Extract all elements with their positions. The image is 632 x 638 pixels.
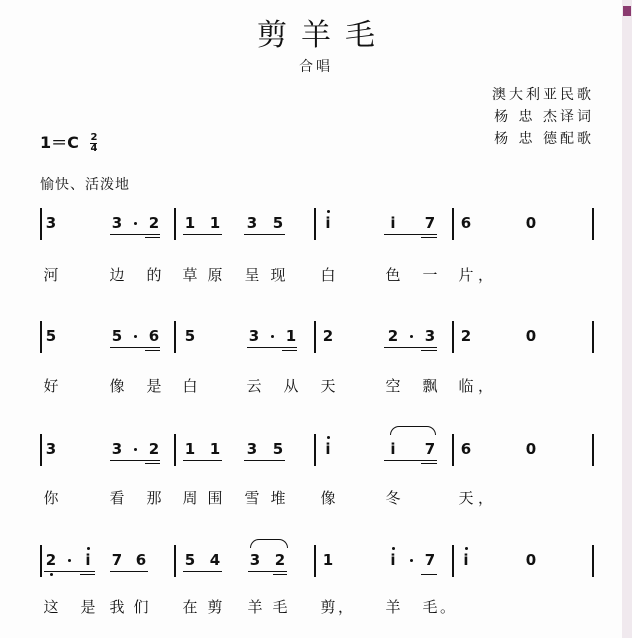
note: 5 bbox=[45, 327, 57, 345]
note: 1 bbox=[322, 551, 334, 569]
lyric-syllable: 天 bbox=[458, 489, 474, 507]
lyric-syllable: 天 bbox=[320, 377, 336, 395]
lyric-syllable: 像 bbox=[109, 377, 125, 395]
bar-line bbox=[174, 321, 176, 353]
note: 6 bbox=[135, 551, 147, 569]
eighth-underline bbox=[183, 460, 222, 461]
eighth-underline bbox=[110, 571, 148, 572]
augmentation-dot bbox=[134, 335, 137, 338]
lyric-syllable: 呈 bbox=[244, 266, 260, 284]
time-top: 2 bbox=[90, 132, 98, 143]
lyric-syllable: 临 bbox=[458, 377, 474, 395]
augmentation-dot bbox=[68, 559, 71, 562]
tempo-marking: 愉快、活泼地 bbox=[40, 177, 130, 193]
song-title: 剪羊毛 bbox=[257, 18, 389, 53]
note: 1 bbox=[209, 214, 221, 232]
lyric-syllable: 冬 bbox=[385, 489, 401, 507]
octave-dot-high bbox=[465, 547, 468, 550]
note: i bbox=[85, 551, 91, 569]
lyric-syllable: 羊 bbox=[385, 598, 401, 616]
note: 1 bbox=[184, 214, 196, 232]
note: i bbox=[390, 440, 396, 458]
lyric-syllable: 羊 bbox=[247, 598, 263, 616]
lyric-syllable: 看 bbox=[109, 489, 125, 507]
lyric-syllable: 云 bbox=[246, 377, 262, 395]
lyric-syllable: 们 bbox=[133, 598, 149, 616]
bar-line bbox=[314, 545, 316, 577]
note: 5 bbox=[184, 327, 196, 345]
octave-dot-high bbox=[392, 547, 395, 550]
lyric-punctuation: ， bbox=[478, 377, 494, 395]
lyric-syllable: 是 bbox=[146, 377, 162, 395]
note: 7 bbox=[424, 551, 436, 569]
sixteenth-underline bbox=[145, 463, 160, 464]
note: 2 bbox=[322, 327, 334, 345]
lyric-punctuation: ， bbox=[478, 266, 494, 284]
octave-dot-high bbox=[327, 210, 330, 213]
key-signature bbox=[40, 130, 97, 154]
bar-line bbox=[452, 321, 454, 353]
sixteenth-underline bbox=[421, 574, 437, 575]
note: 3 bbox=[45, 214, 57, 232]
sixteenth-underline bbox=[80, 574, 95, 575]
lyric-syllable: 毛 bbox=[422, 598, 438, 616]
lyric-syllable: 像 bbox=[320, 489, 336, 507]
note: 4 bbox=[209, 551, 221, 569]
lyric-syllable: 堆 bbox=[270, 489, 286, 507]
eighth-underline bbox=[244, 460, 285, 461]
lyric-syllable: 是 bbox=[80, 598, 96, 616]
augmentation-dot bbox=[410, 559, 413, 562]
lyric-syllable: 你 bbox=[43, 489, 59, 507]
note: 2 bbox=[274, 551, 286, 569]
note: 2 bbox=[460, 327, 472, 345]
bar-line bbox=[452, 208, 454, 240]
lyric-punctuation: 。 bbox=[440, 598, 456, 616]
bar-line bbox=[174, 208, 176, 240]
note: i bbox=[463, 551, 469, 569]
note: 0 bbox=[525, 440, 537, 458]
augmentation-dot bbox=[134, 448, 137, 451]
note: 3 bbox=[424, 327, 436, 345]
bar-line bbox=[174, 545, 176, 577]
sixteenth-underline bbox=[421, 237, 437, 238]
lyric-syllable: 那 bbox=[146, 489, 162, 507]
note: i bbox=[390, 214, 396, 232]
lyric-syllable: 周 bbox=[182, 489, 198, 507]
bar-line bbox=[592, 434, 594, 466]
note: 7 bbox=[111, 551, 123, 569]
eighth-underline bbox=[247, 347, 297, 348]
lyric-syllable: 我 bbox=[109, 598, 125, 616]
lyric-syllable: 的 bbox=[146, 266, 162, 284]
note: i bbox=[390, 551, 396, 569]
bar-line bbox=[314, 208, 316, 240]
note: 3 bbox=[246, 214, 258, 232]
lyric-punctuation: ， bbox=[478, 489, 494, 507]
octave-dot-low bbox=[50, 573, 53, 576]
lyric-syllable: 草 bbox=[182, 266, 198, 284]
eighth-underline bbox=[248, 571, 287, 572]
note: 7 bbox=[424, 214, 436, 232]
note: 2 bbox=[148, 440, 160, 458]
bar-line bbox=[40, 208, 42, 240]
lyric-syllable: 飘 bbox=[422, 377, 438, 395]
sixteenth-underline bbox=[421, 463, 437, 464]
note: 3 bbox=[246, 440, 258, 458]
note: i bbox=[325, 440, 331, 458]
octave-dot-high bbox=[87, 547, 90, 550]
eighth-underline bbox=[44, 571, 95, 572]
credit-arrangement: 杨 忠 德配歌 bbox=[494, 131, 594, 147]
lyric-syllable: 白 bbox=[182, 377, 198, 395]
eighth-underline bbox=[110, 234, 160, 235]
eighth-underline bbox=[183, 234, 222, 235]
note: 7 bbox=[424, 440, 436, 458]
eighth-underline bbox=[384, 460, 437, 461]
note: 6 bbox=[460, 440, 472, 458]
augmentation-dot bbox=[271, 335, 274, 338]
bar-line bbox=[592, 321, 594, 353]
eighth-underline bbox=[244, 234, 285, 235]
lyric-syllable: 这 bbox=[43, 598, 59, 616]
lyric-syllable: 原 bbox=[207, 266, 223, 284]
note: 1 bbox=[209, 440, 221, 458]
sixteenth-underline bbox=[145, 237, 160, 238]
note: 3 bbox=[248, 327, 260, 345]
lyric-syllable: 边 bbox=[109, 266, 125, 284]
note: 1 bbox=[184, 440, 196, 458]
bar-line bbox=[40, 321, 42, 353]
lyric-punctuation: ， bbox=[338, 598, 354, 616]
note: 2 bbox=[148, 214, 160, 232]
eighth-underline bbox=[384, 347, 437, 348]
note: 3 bbox=[111, 214, 123, 232]
lyric-syllable: 一 bbox=[422, 266, 438, 284]
note: 2 bbox=[45, 551, 57, 569]
lyric-syllable: 河 bbox=[43, 266, 59, 284]
bar-line bbox=[314, 434, 316, 466]
note: 5 bbox=[111, 327, 123, 345]
bar-line bbox=[314, 321, 316, 353]
credit-lyrics: 杨 忠 杰译词 bbox=[494, 109, 594, 125]
song-subtitle: 合唱 bbox=[299, 59, 333, 75]
sixteenth-underline bbox=[421, 350, 437, 351]
lyric-syllable: 片 bbox=[458, 266, 474, 284]
sixteenth-underline bbox=[282, 350, 297, 351]
lyric-syllable: 在 bbox=[182, 598, 198, 616]
eighth-underline bbox=[183, 571, 222, 572]
key-label: 1＝C bbox=[40, 133, 79, 152]
note: i bbox=[325, 214, 331, 232]
sixteenth-underline bbox=[273, 574, 287, 575]
eighth-underline bbox=[384, 234, 437, 235]
note: 5 bbox=[272, 214, 284, 232]
lyric-syllable: 雪 bbox=[244, 489, 260, 507]
augmentation-dot bbox=[410, 335, 413, 338]
bar-line bbox=[452, 545, 454, 577]
bar-line bbox=[40, 434, 42, 466]
augmentation-dot bbox=[134, 222, 137, 225]
lyric-syllable: 毛 bbox=[272, 598, 288, 616]
eighth-underline bbox=[110, 460, 160, 461]
note: 6 bbox=[460, 214, 472, 232]
bar-line bbox=[40, 545, 42, 577]
credit-origin: 澳大利亚民歌 bbox=[492, 87, 594, 103]
slur bbox=[390, 426, 436, 435]
note: 5 bbox=[184, 551, 196, 569]
note: 5 bbox=[272, 440, 284, 458]
note: 3 bbox=[249, 551, 261, 569]
lyric-syllable: 空 bbox=[385, 377, 401, 395]
lyric-syllable: 围 bbox=[207, 489, 223, 507]
lyric-syllable: 剪 bbox=[207, 598, 223, 616]
note: 1 bbox=[285, 327, 297, 345]
bar-line bbox=[592, 545, 594, 577]
lyric-syllable: 剪 bbox=[320, 598, 336, 616]
lyric-syllable: 色 bbox=[385, 266, 401, 284]
page-edge-strip bbox=[622, 0, 632, 638]
sixteenth-underline bbox=[145, 350, 160, 351]
lyric-syllable: 从 bbox=[283, 377, 299, 395]
note: 2 bbox=[387, 327, 399, 345]
time-signature bbox=[90, 133, 97, 154]
note: 0 bbox=[525, 327, 537, 345]
note: 0 bbox=[525, 551, 537, 569]
eighth-underline bbox=[110, 347, 160, 348]
octave-dot-high bbox=[327, 436, 330, 439]
note: 6 bbox=[148, 327, 160, 345]
bar-line bbox=[592, 208, 594, 240]
note: 3 bbox=[45, 440, 57, 458]
lyric-syllable: 白 bbox=[320, 266, 336, 284]
time-bottom: 4 bbox=[90, 143, 98, 154]
bar-line bbox=[452, 434, 454, 466]
note: 0 bbox=[525, 214, 537, 232]
lyric-syllable: 好 bbox=[43, 377, 59, 395]
lyric-syllable: 现 bbox=[270, 266, 286, 284]
note: 3 bbox=[111, 440, 123, 458]
slur bbox=[250, 539, 288, 548]
bar-line bbox=[174, 434, 176, 466]
